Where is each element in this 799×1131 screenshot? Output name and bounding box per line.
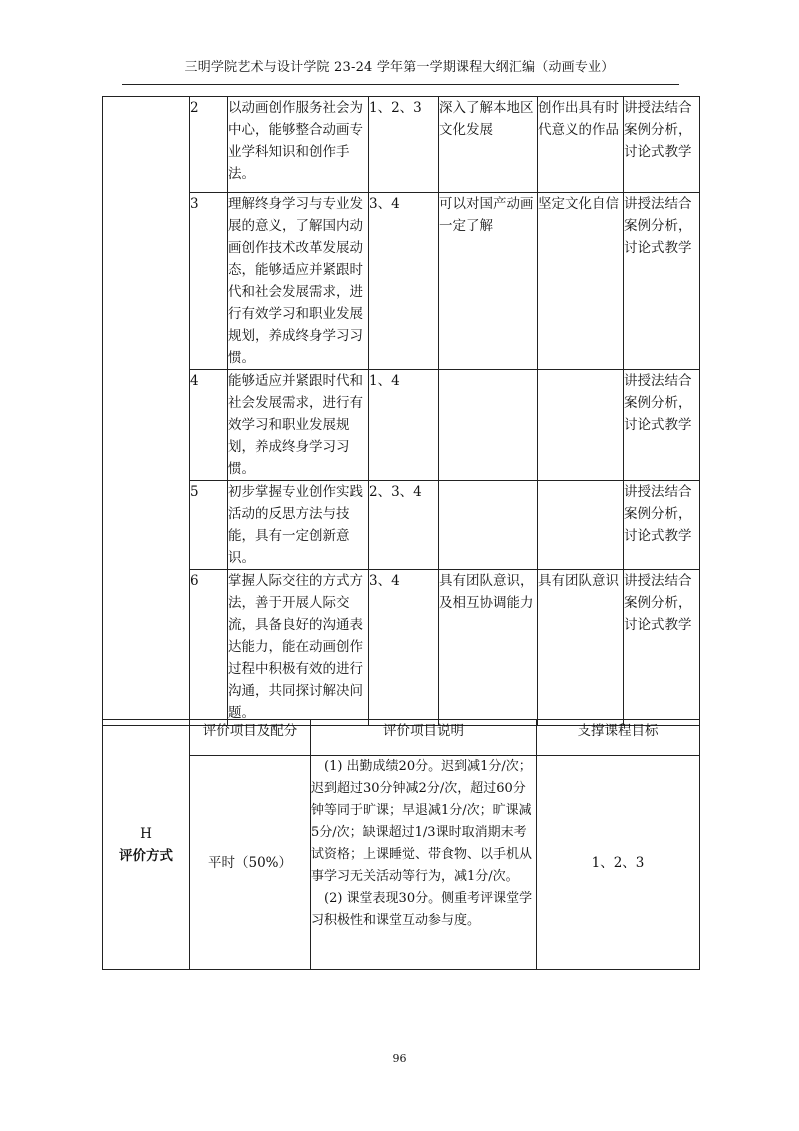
indicator-numbers: 3、4 <box>369 570 439 726</box>
objective-text: 初步掌握专业创作实践活动的反思方法与技能，具有一定创新意识。 <box>228 481 369 570</box>
teaching-method: 讲授法结合案例分析，讨论式教学 <box>624 481 700 570</box>
teaching-method: 讲授法结合案例分析，讨论式教学 <box>624 370 700 481</box>
indicator-numbers: 1、2、3 <box>369 97 439 193</box>
row-number: 5 <box>190 481 228 570</box>
blank-label-cell <box>103 97 190 726</box>
page-number: 96 <box>392 1052 407 1065</box>
evaluation-section-cell <box>103 720 190 970</box>
row-number: 6 <box>190 570 228 726</box>
course-objectives-table <box>102 96 700 726</box>
values-goal: 坚定文化自信 <box>538 193 624 370</box>
teaching-method: 讲授法结合案例分析，讨论式教学 <box>624 193 700 370</box>
row-number: 3 <box>190 193 228 370</box>
values-goal: 创作出具有时代意义的作品 <box>538 97 624 193</box>
col-header-description: 评价项目说明 <box>311 720 537 756</box>
objective-text: 能够适应并紧跟时代和社会发展需求，进行有效学习和职业发展规划，养成终身学习习惯。 <box>228 370 369 481</box>
knowledge-goal <box>439 481 538 570</box>
knowledge-goal: 可以对国产动画一定了解 <box>439 193 538 370</box>
col-header-target: 支撑课程目标 <box>537 720 700 756</box>
table-row <box>103 97 700 193</box>
row-number: 4 <box>190 370 228 481</box>
description-attendance: (1) 出勤成绩20分。迟到减1分/次；迟到超过30分钟减2分/次，超过60分钟等同于旷课；早退减1分/次；旷课减5分/次；缺课超过1/3课时取消期末考试资格；上课睡觉、带食物、以手机从事学习无关活动等行为，减1分/次。 <box>311 759 533 884</box>
knowledge-goal: 深入了解本地区文化发展 <box>439 97 538 193</box>
evaluation-table <box>102 719 700 970</box>
table-row <box>103 370 700 481</box>
col-header-item: 评价项目及配分 <box>190 720 311 756</box>
objective-text: 掌握人际交往的方式方法，善于开展人际交流，具备良好的沟通表达能力，能在动画创作过程中积极有效的进行沟通，共同探讨解决问题。 <box>228 570 369 726</box>
section-label: 评价方式 <box>119 847 173 864</box>
row-number: 2 <box>190 97 228 193</box>
indicator-numbers: 1、4 <box>369 370 439 481</box>
page-header: 三明学院艺术与设计学院 23-24 学年第一学期课程大纲汇编（动画专业） <box>184 60 615 75</box>
values-goal: 具有团队意识 <box>538 570 624 726</box>
table-row <box>103 570 700 726</box>
description-participation: (2) 课堂表现30分。侧重考评课堂学习积极性和课堂互动参与度。 <box>311 891 533 928</box>
evaluation-targets: 1、2、3 <box>537 756 700 970</box>
objective-text: 以动画创作服务社会为中心，能够整合动画专业学科知识和创作手法。 <box>228 97 369 193</box>
indicator-numbers: 2、3、4 <box>369 481 439 570</box>
values-goal <box>538 481 624 570</box>
teaching-method: 讲授法结合案例分析，讨论式教学 <box>624 570 700 726</box>
evaluation-description <box>311 756 537 970</box>
section-letter: H <box>140 825 152 842</box>
objective-text: 理解终身学习与专业发展的意义，了解国内动画创作技术改革发展动态，能够适应并紧跟时代和社会发展需求，进行有效学习和职业发展规划，养成终身学习习惯。 <box>228 193 369 370</box>
indicator-numbers: 3、4 <box>369 193 439 370</box>
knowledge-goal: 具有团队意识，及相互协调能力 <box>439 570 538 726</box>
header-rule <box>122 84 679 85</box>
teaching-method: 讲授法结合案例分析，讨论式教学 <box>624 97 700 193</box>
knowledge-goal <box>439 370 538 481</box>
values-goal <box>538 370 624 481</box>
evaluation-item-name: 平时（50%） <box>190 756 311 970</box>
table-row <box>103 481 700 570</box>
table-row <box>103 193 700 370</box>
